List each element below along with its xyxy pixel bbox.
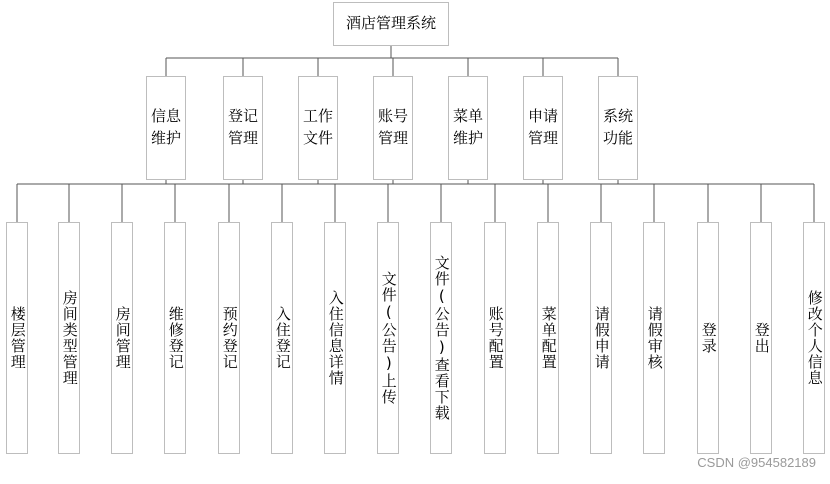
- category-application-management: 申请 管理: [523, 76, 563, 180]
- leaf-account-config: 账号配置: [484, 222, 506, 454]
- category-info-maintenance: 信息 维护: [146, 76, 186, 180]
- leaf-logout: 登出: [750, 222, 772, 454]
- leaf-edit-profile: 修改个人信息: [803, 222, 825, 454]
- leaf-login: 登录: [697, 222, 719, 454]
- category-registration-management: 登记 管理: [223, 76, 263, 180]
- category-menu-maintenance: 菜单 维护: [448, 76, 488, 180]
- leaf-room-management: 房间管理: [111, 222, 133, 454]
- watermark: CSDN @954582189: [697, 455, 816, 470]
- leaf-file-upload: 文件(公告)上传: [377, 222, 399, 454]
- leaf-menu-config: 菜单配置: [537, 222, 559, 454]
- leaf-leave-review: 请假审核: [643, 222, 665, 454]
- leaf-file-view-download: 文件(公告)查看下载: [430, 222, 452, 454]
- leaf-leave-application: 请假申请: [590, 222, 612, 454]
- leaf-reservation-registration: 预约登记: [218, 222, 240, 454]
- leaf-floor-management: 楼层管理: [6, 222, 28, 454]
- category-work-files: 工作 文件: [298, 76, 338, 180]
- leaf-checkin-details: 入住信息详情: [324, 222, 346, 454]
- category-account-management: 账号 管理: [373, 76, 413, 180]
- root-node: 酒店管理系统: [333, 2, 449, 46]
- leaf-room-type-management: 房间类型管理: [58, 222, 80, 454]
- leaf-repair-registration: 维修登记: [164, 222, 186, 454]
- category-system-functions: 系统 功能: [598, 76, 638, 180]
- leaf-checkin-registration: 入住登记: [271, 222, 293, 454]
